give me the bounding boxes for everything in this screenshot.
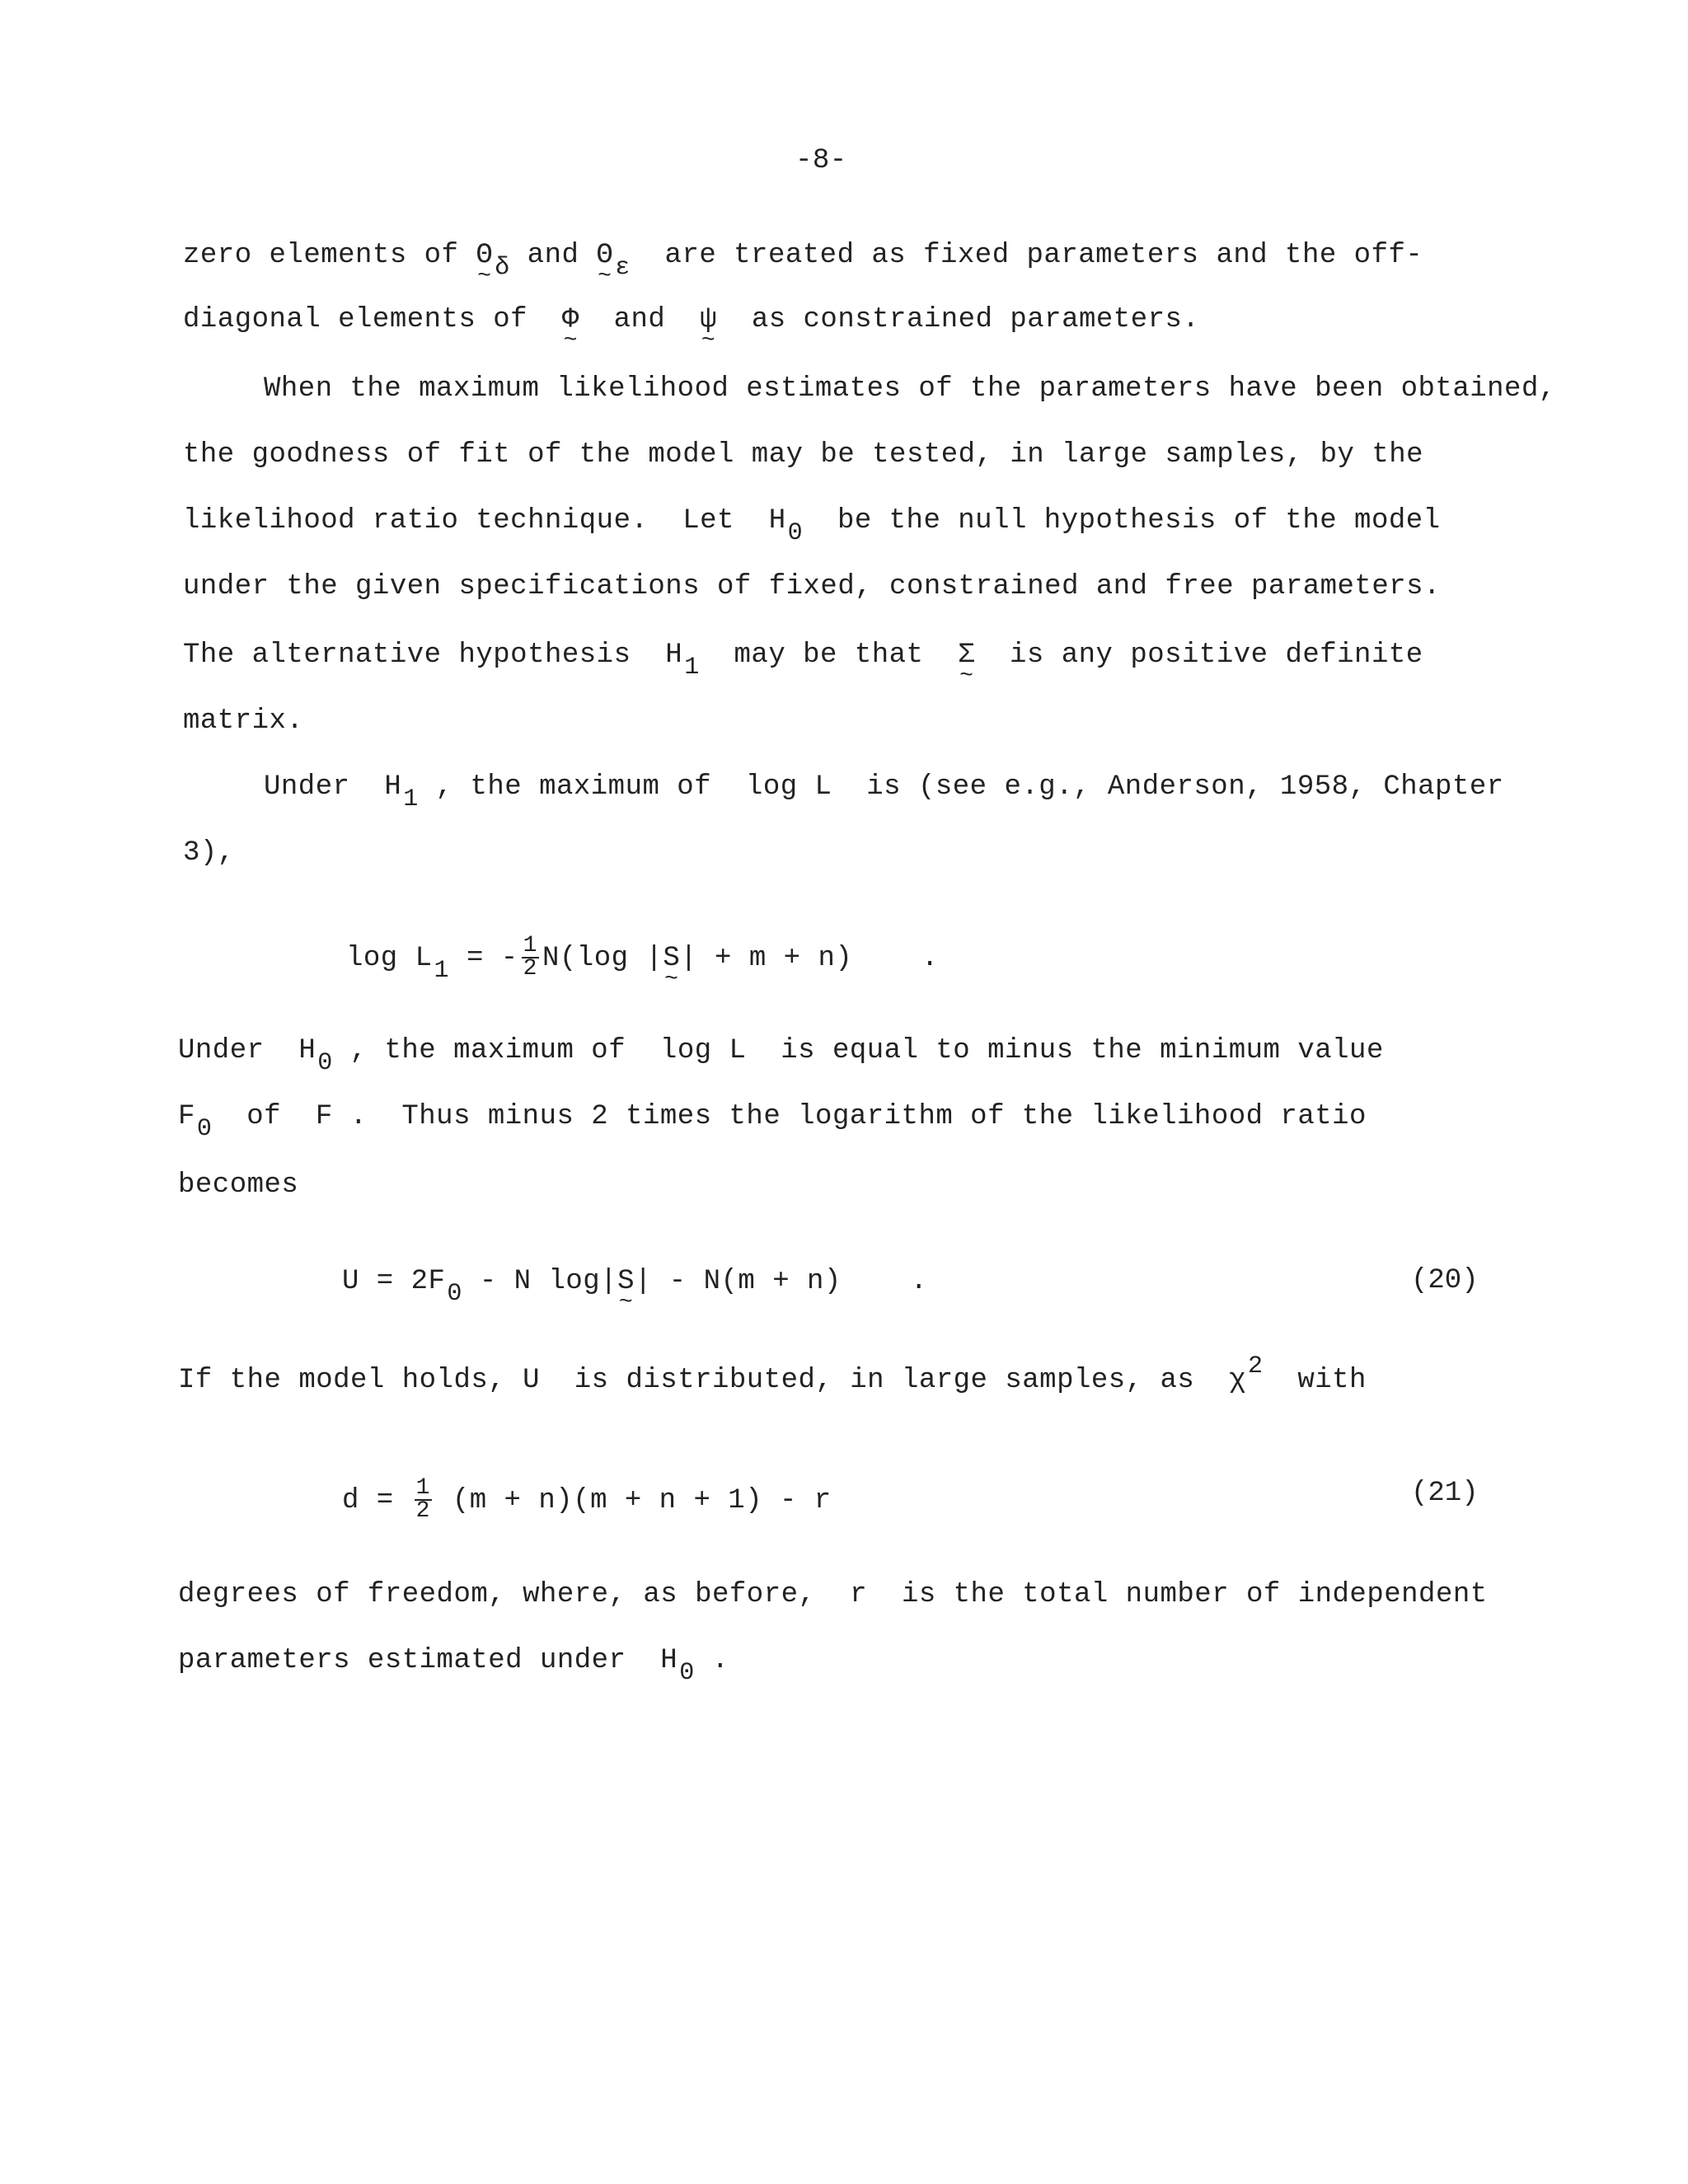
equation: U = 2F0 - N log|S ~ | - N(m + n) . (342, 1266, 928, 1315)
equation: log L1 = - $\frac{1}{2}$ N(log |S ~ | + m + n) . (346, 933, 939, 992)
text-line: under the given specifications of fixed, constrained and free parameters. (183, 571, 1441, 602)
text-line: zero elements of Θ ~ δ and Θ ~ ε are treated as fixed parameters and the off- (183, 240, 1423, 289)
text-line: the goodness of fit of the model may be tested, in large samples, by the (183, 439, 1424, 471)
equation-number: (21) (1411, 1478, 1479, 1509)
text-line: The alternative hypothesis H1 may be that Σ ~ is any positive definite (183, 640, 1423, 689)
fraction: $\frac{1}{2}$ (523, 933, 537, 982)
text-line: parameters estimated under H0 . (178, 1645, 729, 1687)
text-line: diagonal elements of Φ ~ and ψ ~ as constrained parameters. (183, 304, 1200, 354)
text-line: degrees of freedom, where, as before, r is the total number of independent (178, 1579, 1488, 1610)
text-line: matrix. (183, 705, 304, 737)
text-line: becomes (178, 1169, 299, 1201)
text-line: 3), (183, 837, 235, 869)
text-line: If the model holds, U is distributed, in large samples, as χ2 with (178, 1352, 1367, 1396)
text-line: Under H0 , the maximum of log L is equal to minus the minimum value (178, 1035, 1384, 1077)
text-line: likelihood ratio technique. Let H0 be the null hypothesis of the model (183, 505, 1441, 547)
page-number: -8- (795, 145, 847, 176)
text-line: F0 of F . Thus minus 2 times the logarithm of the likelihood ratio (178, 1101, 1367, 1143)
text-line: When the maximum likelihood estimates of the parameters have been obtained, (264, 373, 1556, 405)
equation: d = $\frac{1}{2}$ (m + n)(m + n + 1) - r (342, 1475, 832, 1524)
fraction: $\frac{1}{2}$ (415, 1475, 430, 1524)
equation-number: (20) (1411, 1265, 1479, 1296)
text-line: Under H1 , the maximum of log L is (see e.g., Anderson, 1958, Chapter (264, 771, 1504, 813)
